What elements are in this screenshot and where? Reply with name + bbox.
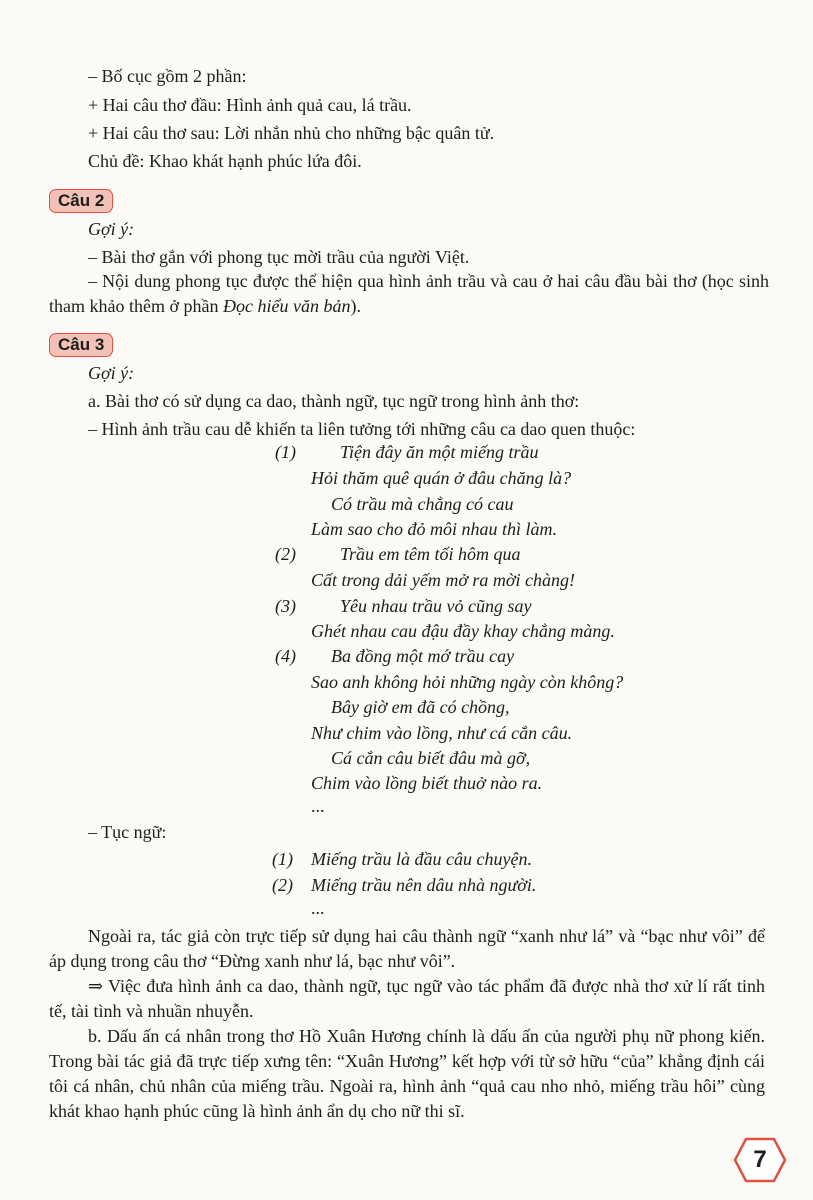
hint-label: Gợi ý: (88, 219, 135, 239)
poem-number: (2) (275, 544, 296, 564)
poem-number: (1) (275, 442, 296, 462)
poem-line: Ghét nhau cau đậu đầy khay chẳng màng. (311, 621, 615, 641)
reference-title: Đọc hiểu văn bản (222, 296, 351, 316)
structure-line: – Bố cục gồm 2 phần: (88, 66, 247, 86)
question-3-label: Câu 3 (49, 333, 113, 357)
page-number: 7 (753, 1146, 767, 1173)
personal-mark-paragraph: b. Dấu ấn cá nhân trong thơ Hồ Xuân Hương chính là dấu ấn của người phụ nữ phong kiến. Trong bài tác giả đã trực tiếp xưng tên: “Xuân Hương” kết hợp với từ sở hữu “của” khẳng định cái tôi cá nhân, chủ nhân của miếng trầu. Ngoài ra, hình ảnh “quả cau nho nhỏ, miếng trầu hôi” cùng khát khao hạnh phúc cũng là hình ảnh ẩn dụ cho nữ thi sĩ. (49, 1026, 765, 1121)
proverb-heading: – Tục ngữ: (88, 822, 167, 842)
ellipsis: ... (311, 898, 325, 918)
answer-line: a. Bài thơ có sử dụng ca dao, thành ngữ, tục ngữ trong hình ảnh thơ: (88, 391, 580, 411)
hint-label: Gợi ý: (88, 363, 135, 383)
poem-line: Yêu nhau trầu vỏ cũng say (340, 596, 532, 616)
poem-line: Sao anh không hỏi những ngày còn không? (311, 672, 624, 692)
poem-line: Cất trong dải yếm mở ra mời chàng! (311, 570, 576, 590)
poem-line: Tiện đây ăn một miếng trầu (340, 442, 539, 462)
answer-line: – Bài thơ gắn với phong tục mời trầu của người Việt. (88, 247, 470, 267)
structure-part-2: + Hai câu thơ sau: Lời nhắn nhủ cho những bậc quân tử. (88, 123, 495, 143)
proverb-number: (2) (272, 875, 293, 895)
poem-line: Bây giờ em đã có chồng, (331, 697, 510, 717)
answer-line: – Hình ảnh trầu cau dễ khiến ta liên tưởng tới những câu ca dao quen thuộc: (88, 419, 636, 439)
poem-line: Có trầu mà chẳng có cau (331, 494, 514, 514)
proverb-line: Miếng trầu là đầu câu chuyện. (311, 849, 532, 869)
poem-line: Làm sao cho đỏ môi nhau thì làm. (311, 519, 558, 539)
poem-line: Chim vào lồng biết thuở nào ra. (311, 773, 543, 793)
conclusion-paragraph: ⇒ Việc đưa hình ảnh ca dao, thành ngữ, tục ngữ vào tác phẩm đã được nhà thơ xử lí rất tinh tế, tài tình và nhuần nhuyễn. (49, 976, 765, 1021)
poem-line: Hỏi thăm quê quán ở đâu chăng là? (311, 468, 572, 488)
poem-number: (3) (275, 596, 296, 616)
structure-part-1: + Hai câu thơ đầu: Hình ảnh quả cau, lá trầu. (88, 95, 412, 115)
page-number-badge (733, 1137, 787, 1183)
poem-line: Như chim vào lồng, như cá cắn câu. (311, 723, 573, 743)
analysis-paragraph: Ngoài ra, tác giả còn trực tiếp sử dụng hai câu thành ngữ “xanh như lá” và “bạc như vôi” để áp dụng trong câu thơ “Đừng xanh như lá, bạc như vôi”. (49, 926, 765, 971)
theme-line: Chủ đề: Khao khát hạnh phúc lứa đôi. (88, 151, 362, 171)
poem-line: Trầu em têm tối hôm qua (340, 544, 521, 564)
poem-number: (4) (275, 646, 296, 666)
poem-line: Ba đồng một mớ trầu cay (331, 646, 515, 666)
poem-line: Cá cắn câu biết đâu mà gỡ, (331, 748, 531, 768)
proverb-line: Miếng trầu nên dâu nhà người. (311, 875, 537, 895)
ellipsis: ... (311, 796, 325, 816)
question-2-label: Câu 2 (49, 189, 113, 213)
proverb-number: (1) (272, 849, 293, 869)
answer-paragraph: – Nội dung phong tục được thể hiện qua hình ảnh trầu và cau ở hai câu đầu bài thơ (học sinh tham khảo thêm ở phần Đọc hiểu văn bản). (49, 271, 769, 316)
